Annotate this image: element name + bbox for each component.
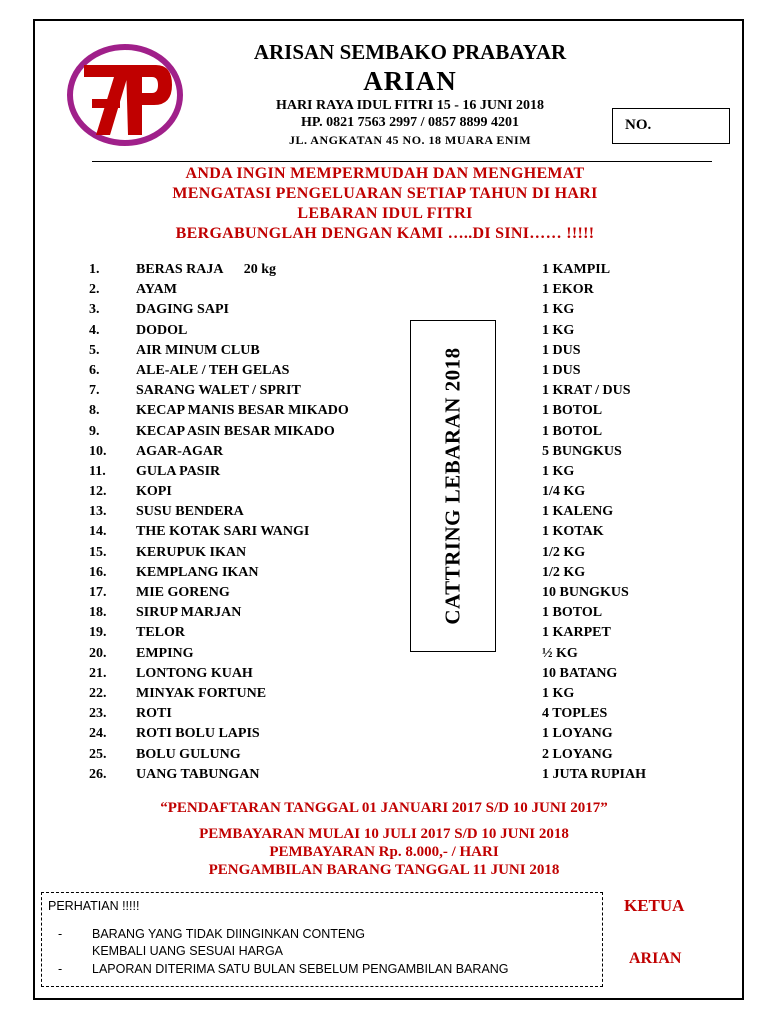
item-quantity: 1/2 KG	[542, 564, 586, 580]
list-item	[0, 767, 768, 787]
item-quantity: 1 KG	[542, 322, 575, 338]
promo-line-1: ANDA INGIN MEMPERMUDAH DAN MENGHEMAT	[185, 165, 585, 182]
item-number: 21.	[89, 665, 107, 681]
list-item	[0, 363, 768, 383]
item-name: MINYAK FORTUNE	[136, 685, 267, 701]
item-number: 19.	[89, 625, 107, 641]
item-name: AIR MINUM CLUB	[136, 342, 260, 358]
item-name: SIRUP MARJAN	[136, 605, 242, 621]
item-number: 7.	[89, 383, 100, 399]
item-quantity: 10 BUNGKUS	[542, 585, 629, 600]
list-item	[0, 383, 768, 403]
item-name: EMPING	[136, 645, 194, 661]
item-quantity: 10 BATANG	[542, 665, 618, 681]
date-line: HARI RAYA IDUL FITRI 15 - 16 JUNI 2018	[275, 98, 545, 113]
item-number: 3.	[89, 302, 100, 318]
item-quantity: 1 BOTOL	[542, 403, 603, 419]
divider	[92, 161, 712, 162]
list-item	[0, 726, 768, 746]
item-number: 2.	[89, 282, 100, 298]
list-item	[0, 565, 768, 585]
item-number: 1.	[89, 262, 100, 277]
item-number: 22.	[89, 685, 107, 701]
item-number: 17.	[89, 585, 107, 600]
list-item	[0, 343, 768, 363]
item-number: 14.	[89, 524, 107, 540]
item-list	[0, 262, 768, 787]
item-quantity: 1/2 KG	[542, 544, 586, 560]
list-item	[0, 585, 768, 605]
item-quantity: 1 BOTOL	[542, 423, 603, 439]
item-number: 15.	[89, 544, 107, 560]
title-line-2: ARIAN	[363, 66, 457, 96]
item-name: TELOR	[136, 625, 186, 641]
item-name: MIE GORENG	[136, 585, 230, 600]
item-number: 13.	[89, 504, 107, 520]
list-item	[0, 484, 768, 504]
side-label-box	[410, 320, 496, 652]
item-name: DODOL	[136, 322, 188, 338]
ap-logo	[66, 43, 184, 147]
list-item	[0, 666, 768, 686]
item-number: 12.	[89, 484, 107, 500]
item-name: ROTI	[136, 706, 172, 722]
item-number: 9.	[89, 423, 100, 439]
side-label: CATTRING LEBARAN 2018	[440, 347, 465, 625]
notice-line-1: BARANG YANG TIDAK DIINGINKAN CONTENG	[92, 927, 365, 941]
item-name: DAGING SAPI	[136, 302, 229, 318]
item-name: SUSU BENDERA	[136, 504, 244, 520]
notice-box	[41, 892, 603, 987]
item-quantity: 2 LOYANG	[542, 746, 613, 762]
item-name: LONTONG KUAH	[136, 665, 253, 681]
item-name: KECAP MANIS BESAR MIKADO	[136, 403, 349, 419]
item-number: 11.	[89, 463, 106, 479]
item-quantity: 1 KG	[542, 463, 575, 479]
item-name: KEMPLANG IKAN	[136, 564, 259, 580]
list-item	[0, 625, 768, 645]
title-line-1: ARISAN SEMBAKO PRABAYAR	[253, 40, 567, 64]
item-quantity: 1 KALENG	[542, 504, 614, 520]
promo-line-2: MENGATASI PENGELUARAN SETIAP TAHUN DI HARI	[172, 185, 598, 202]
item-number: 18.	[89, 605, 107, 621]
notice-line-2: KEMBALI UANG SESUAI HARGA	[92, 944, 284, 958]
item-quantity: 1/4 KG	[542, 484, 586, 500]
item-quantity: 1 KG	[542, 302, 575, 318]
list-item	[0, 464, 768, 484]
item-name: UANG TABUNGAN	[136, 766, 260, 782]
item-number: 16.	[89, 564, 107, 580]
bullet-dash-icon: -	[58, 927, 63, 941]
item-quantity: 1 JUTA RUPIAH	[542, 766, 646, 782]
item-name: KECAP ASIN BESAR MIKADO	[136, 423, 335, 439]
list-item	[0, 504, 768, 524]
list-item	[0, 686, 768, 706]
item-number: 4.	[89, 322, 100, 338]
item-name: KERUPUK IKAN	[136, 544, 247, 560]
list-item	[0, 605, 768, 625]
number-box[interactable]	[612, 108, 730, 144]
item-quantity: 1 EKOR	[542, 282, 594, 298]
signature-role: KETUA	[624, 896, 685, 915]
list-item	[0, 524, 768, 544]
notice-title: PERHATIAN !!!!!	[48, 899, 140, 913]
item-name: AGAR-AGAR	[136, 443, 224, 459]
list-item	[0, 444, 768, 464]
item-number: 8.	[89, 403, 100, 419]
item-number: 20.	[89, 645, 107, 661]
item-quantity: 1 KAMPIL	[542, 262, 611, 277]
item-name: THE KOTAK SARI WANGI	[136, 524, 310, 540]
list-item	[0, 323, 768, 343]
list-item	[0, 403, 768, 423]
address-line: JL. ANGKATAN 45 NO. 18 MUARA ENIM	[288, 133, 532, 147]
item-name: ROTI BOLU LAPIS	[136, 726, 260, 742]
list-item	[0, 424, 768, 444]
item-name: BOLU GULUNG	[136, 746, 241, 762]
bullet-dash-icon: -	[58, 962, 63, 976]
item-name: BERAS RAJA 20 kg	[136, 262, 277, 277]
promo-line-3: LEBARAN IDUL FITRI	[297, 205, 473, 222]
item-quantity: 1 LOYANG	[542, 726, 613, 742]
item-quantity: 1 DUS	[542, 342, 581, 358]
list-item	[0, 646, 768, 666]
item-quantity: 4 TOPLES	[542, 706, 608, 722]
item-number: 5.	[89, 342, 100, 358]
notice-line-3: LAPORAN DITERIMA SATU BULAN SEBELUM PENGAMBILAN BARANG	[92, 962, 509, 976]
payment-period-text: PEMBAYARAN MULAI 10 JULI 2017 S/D 10 JUNI 2018	[199, 826, 569, 842]
list-item	[0, 545, 768, 565]
pickup-text: PENGAMBILAN BARANG TANGGAL 11 JUNI 2018	[208, 862, 560, 878]
item-quantity: 1 KARPET	[542, 625, 611, 641]
phone-line: HP. 0821 7563 2997 / 0857 8899 4201	[300, 115, 520, 130]
item-name: ALE-ALE / TEH GELAS	[136, 362, 290, 378]
item-name: GULA PASIR	[136, 463, 221, 479]
registration-text: “PENDAFTARAN TANGGAL 01 JANUARI 2017 S/D 10 JUNI 2017”	[160, 800, 608, 816]
list-item	[0, 302, 768, 322]
item-number: 23.	[89, 706, 107, 722]
list-item	[0, 706, 768, 726]
item-number: 26.	[89, 766, 107, 782]
list-item	[0, 282, 768, 302]
item-name: AYAM	[136, 282, 177, 298]
item-quantity: ½ KG	[542, 645, 578, 661]
item-quantity: 1 KRAT / DUS	[542, 383, 631, 399]
item-quantity: 1 BOTOL	[542, 605, 603, 621]
item-name: KOPI	[136, 484, 172, 500]
item-number: 6.	[89, 362, 100, 378]
item-number: 25.	[89, 746, 107, 762]
list-item	[0, 262, 768, 282]
item-quantity: 1 KG	[542, 685, 575, 701]
item-number: 10.	[89, 443, 107, 459]
item-quantity: 5 BUNGKUS	[542, 443, 622, 459]
signature-name: ARIAN	[629, 950, 682, 967]
item-number: 24.	[89, 726, 107, 742]
item-name: SARANG WALET / SPRIT	[136, 383, 301, 399]
number-label: NO.	[625, 117, 652, 133]
item-quantity: 1 DUS	[542, 362, 581, 378]
payment-amount-text: PEMBAYARAN Rp. 8.000,- / HARI	[269, 844, 499, 860]
promo-line-4: BERGABUNGLAH DENGAN KAMI …..DI SINI…… !!!!!	[175, 225, 595, 242]
list-item	[0, 747, 768, 767]
item-quantity: 1 KOTAK	[542, 524, 604, 540]
